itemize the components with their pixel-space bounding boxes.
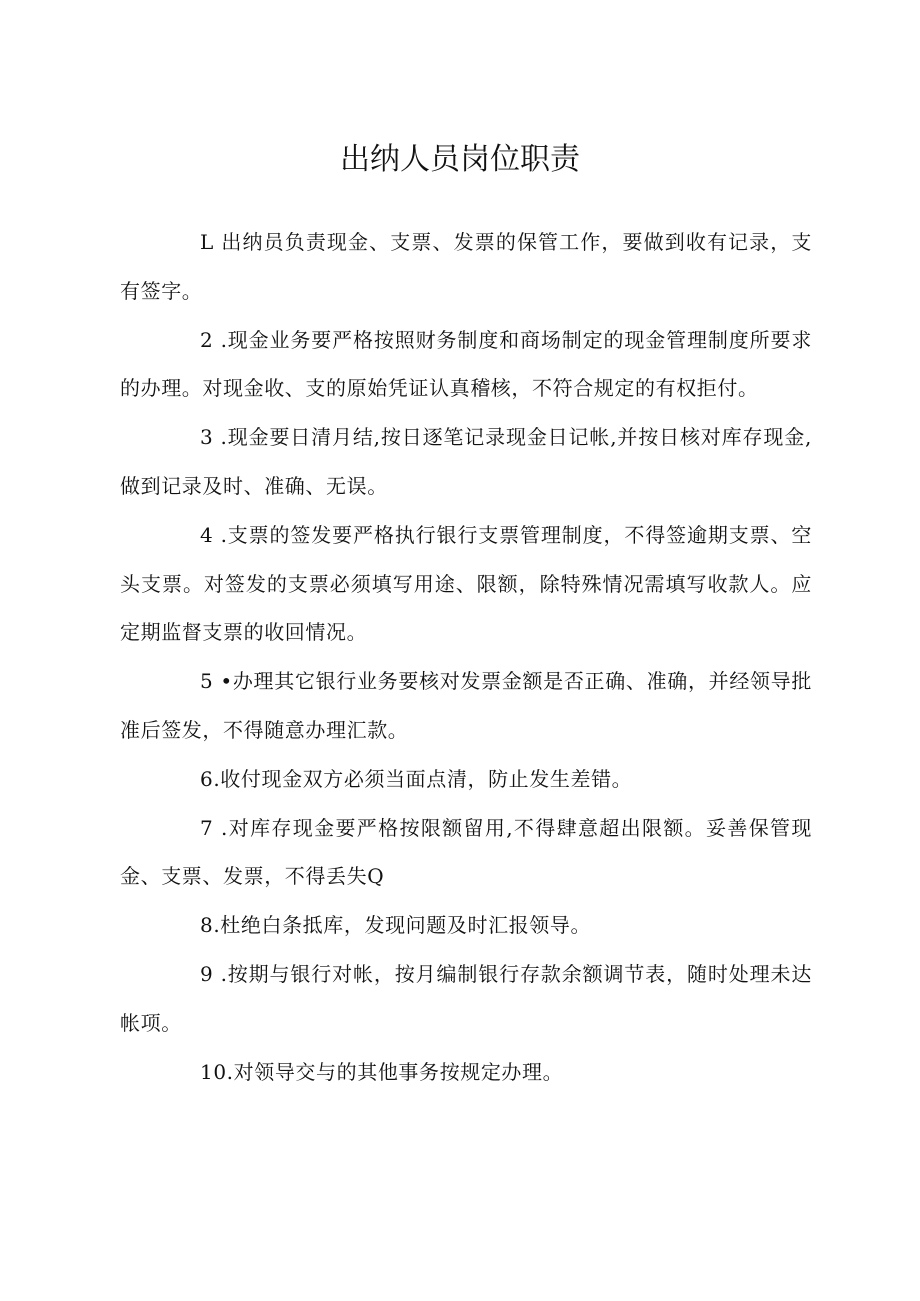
item-number: 2 bbox=[200, 327, 214, 352]
duty-item-1 bbox=[120, 218, 812, 316]
item-text: .杜绝白条抵库，发现问题及时汇报领导。 bbox=[213, 913, 592, 938]
duty-item-10 bbox=[120, 1048, 812, 1097]
duty-item-3 bbox=[120, 413, 812, 511]
item-text: .现金要日清月结,按日逐笔记录现金日记帐,并按日核对库存现金,做到记录及时、准确、无误。 bbox=[120, 425, 813, 498]
item-text: .按期与银行对帐，按月编制银行存款余额调节表，随时处理未达帐项。 bbox=[120, 961, 812, 1035]
item-text: .支票的签发要严格执行银行支票管理制度，不得签逾期支票、空头支票。对签发的支票必须填写用途、限额，除特殊情况需填写收款人。应定期监督支票的收回情况。 bbox=[120, 522, 812, 645]
duty-list bbox=[120, 218, 812, 1096]
item-number: 7 bbox=[200, 815, 214, 840]
duty-item-9 bbox=[120, 950, 812, 1048]
item-text: .现金业务要严格按照财务制度和商场制定的现金管理制度所要求的办理。对现金收、支的原始凭证认真稽核，不符合规定的有权拒付。 bbox=[120, 327, 812, 401]
page-title: 出纳人员岗位职责 bbox=[340, 142, 580, 177]
duty-item-7 bbox=[120, 804, 812, 902]
item-text: .收付现金双方必须当面点清，防止发生差错。 bbox=[213, 766, 633, 791]
item-number: 9 bbox=[200, 961, 214, 986]
item-number: 10 bbox=[200, 1059, 227, 1084]
duty-item-4 bbox=[120, 511, 812, 657]
item-number: 5 bbox=[200, 669, 214, 694]
item-number: 4 bbox=[200, 522, 214, 547]
item-text: •办理其它银行业务要核对发票金额是否正确、准确，并经领导批准后签发，不得随意办理汇款。 bbox=[120, 669, 812, 742]
item-number: 8 bbox=[200, 913, 214, 938]
item-number: 3 bbox=[200, 425, 214, 450]
duty-item-6 bbox=[120, 755, 812, 804]
item-text: .对领导交与的其他事务按规定办理。 bbox=[226, 1059, 564, 1084]
item-number: 6 bbox=[200, 766, 214, 791]
duty-item-5 bbox=[120, 657, 812, 755]
item-text: 出纳员负责现金、支票、发票的保管工作，要做到收有记录，支有签字。 bbox=[120, 230, 812, 303]
duty-item-8 bbox=[120, 901, 812, 950]
duty-item-2 bbox=[120, 316, 812, 414]
item-number: L bbox=[200, 230, 214, 254]
item-text: .对库存现金要严格按限额留用,不得肆意超出限额。妥善保管现金、支票、发票，不得丢失Q bbox=[120, 815, 812, 889]
